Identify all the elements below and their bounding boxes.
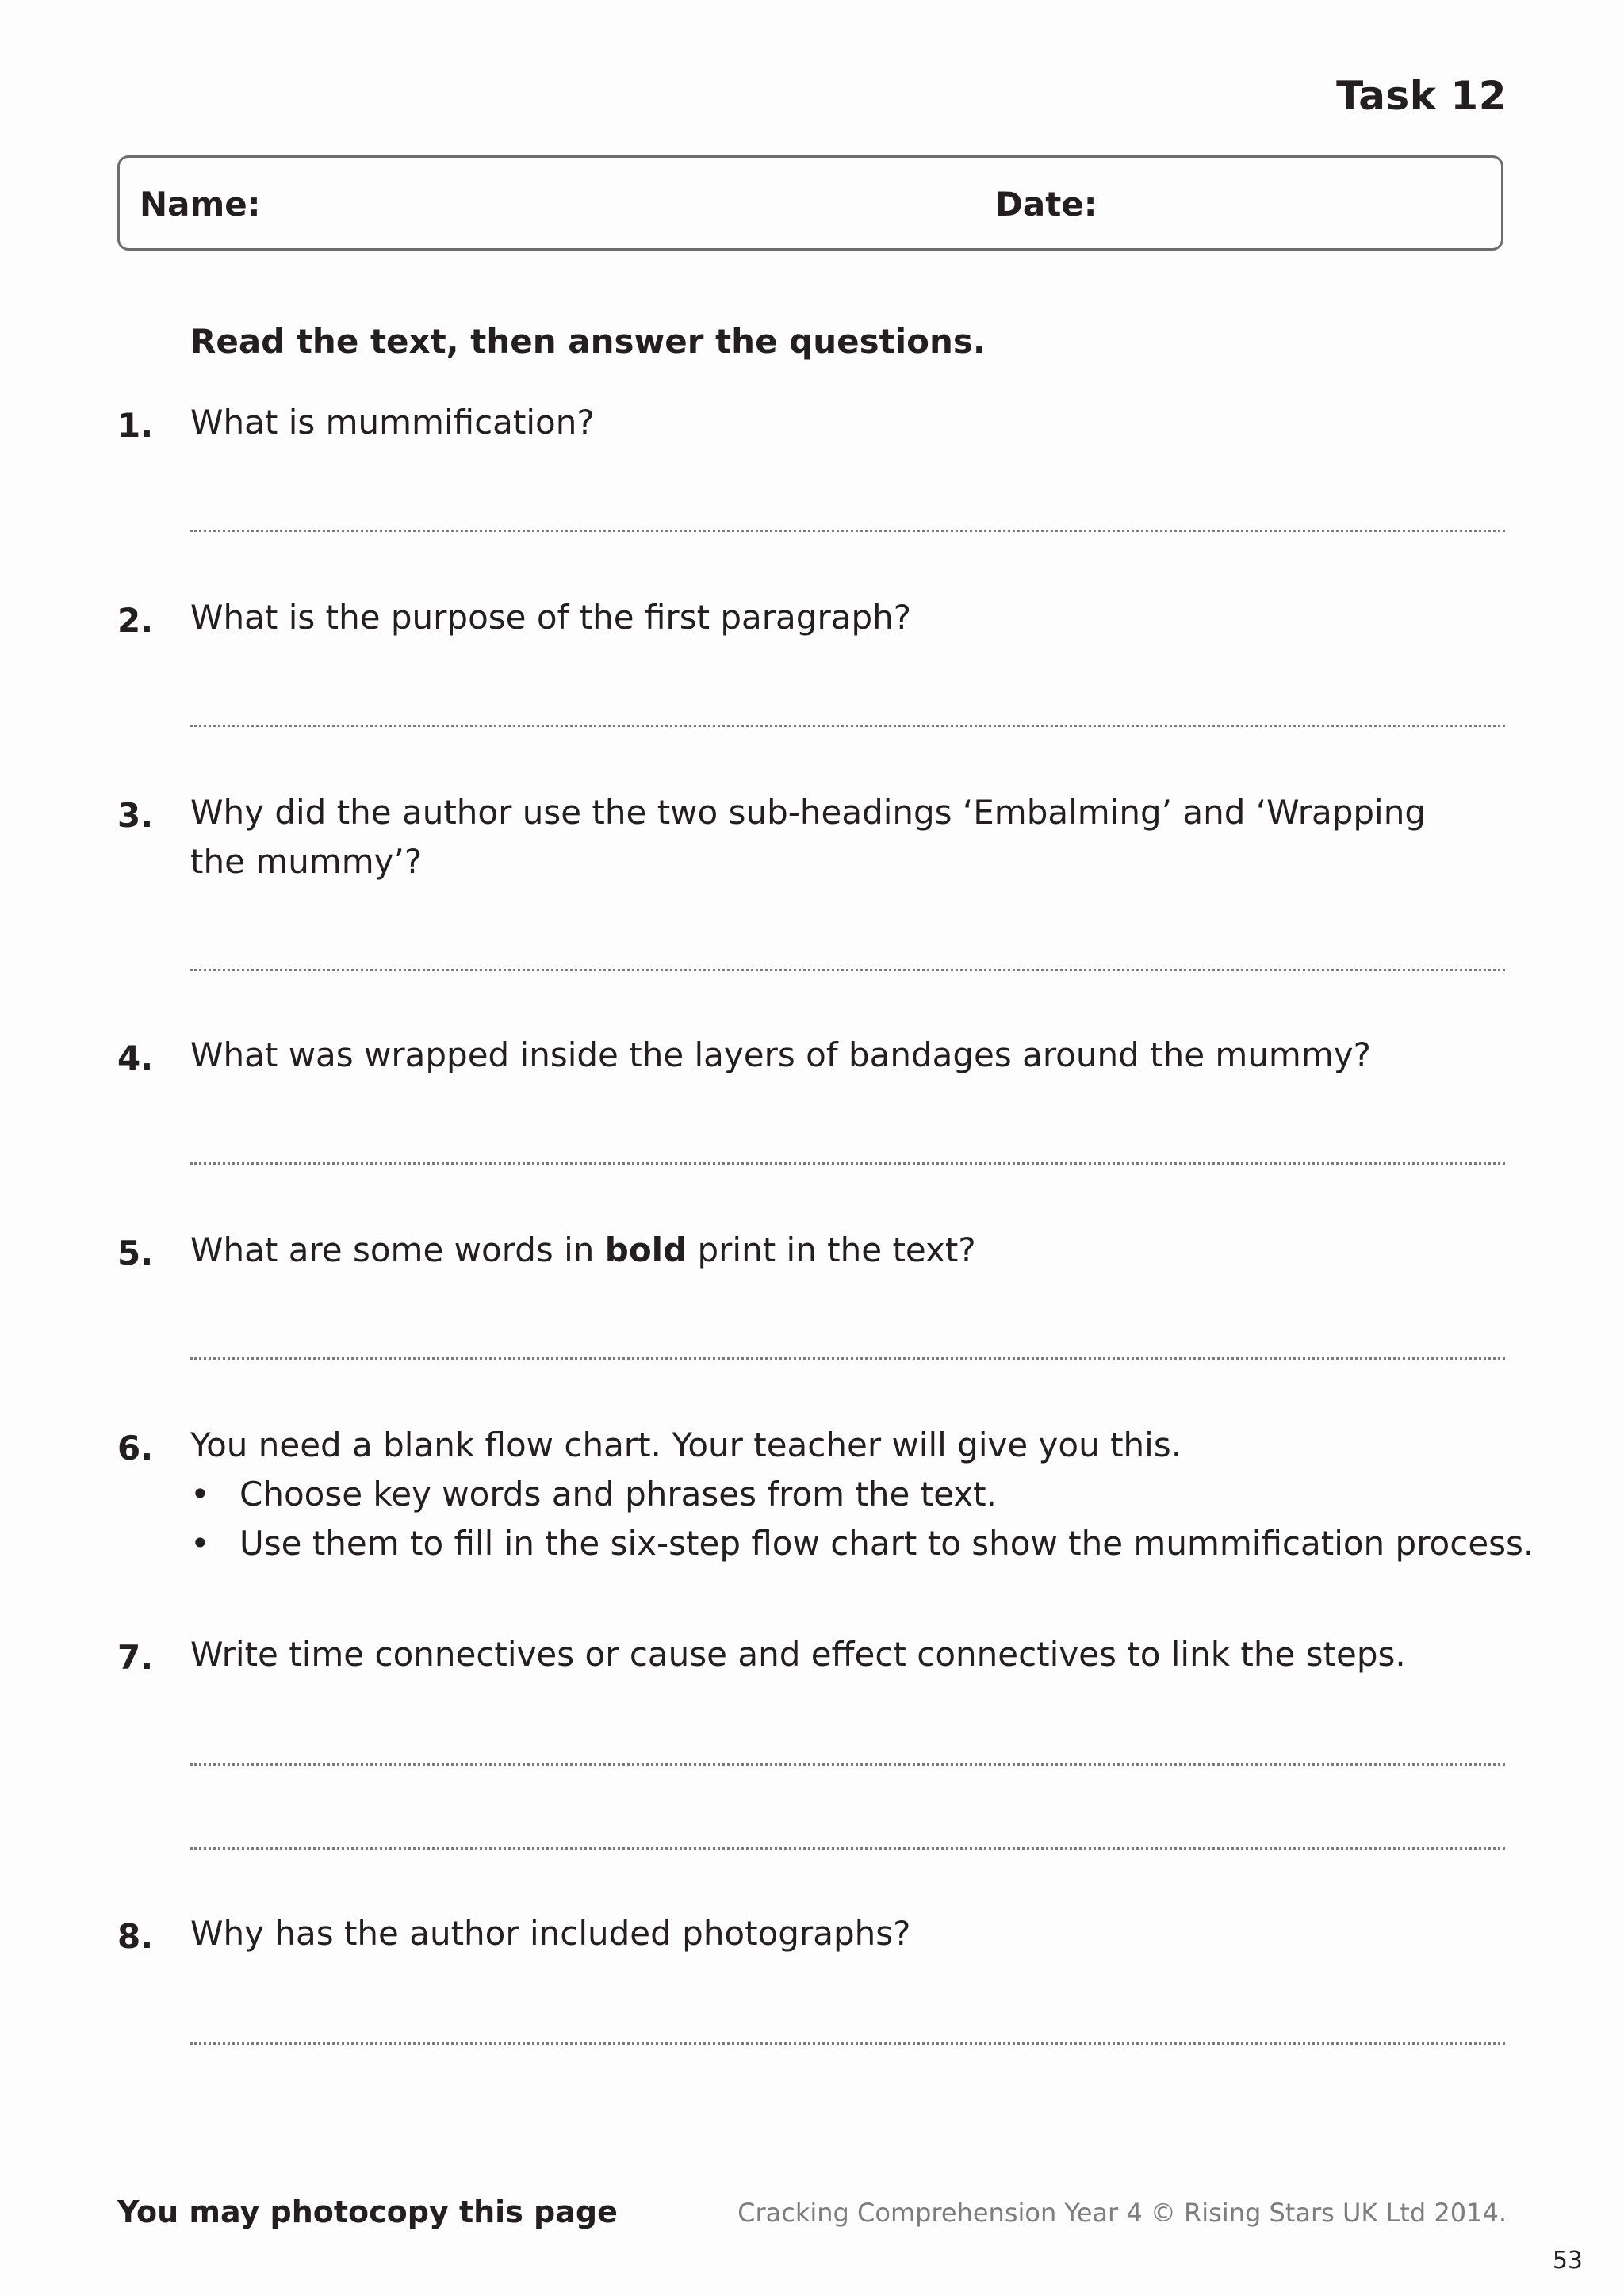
answer-line (190, 1162, 1505, 1165)
question-text: Why has the author included photographs? (190, 1914, 911, 1953)
question-number: 7. (117, 1638, 154, 1677)
answer-line (190, 1357, 1505, 1360)
answer-line (190, 530, 1505, 532)
bullet-item (190, 1470, 1538, 1519)
question-text: What is mummification? (190, 403, 595, 442)
question-number: 6. (117, 1429, 154, 1468)
question-number: 2. (117, 601, 154, 640)
bullet-text: Choose key words and phrases from the text. (239, 1475, 997, 1513)
answer-line (190, 725, 1505, 727)
answer-line (190, 969, 1505, 971)
question-number: 3. (117, 796, 154, 835)
question-number: 5. (117, 1234, 154, 1272)
answer-line (190, 2042, 1505, 2045)
question-number: 8. (117, 1917, 154, 1956)
question-text: What was wrapped inside the layers of bandages around the mummy? (190, 1035, 1371, 1074)
name-date-box (117, 155, 1503, 251)
question-text-line-2: the mummy’? (190, 842, 423, 881)
question-text-part: What are some words in (190, 1230, 605, 1269)
bullet-icon: • (190, 1475, 210, 1513)
name-label: Name: (140, 185, 261, 224)
bullet-text: Use them to fill in the six-step flow chart to show the mummification process. (239, 1524, 1534, 1563)
question-number: 1. (117, 406, 154, 445)
question-text (190, 788, 1491, 886)
task-title: Task 12 (1336, 73, 1507, 119)
bullet-icon: • (190, 1524, 210, 1563)
instructions: Read the text, then answer the questions. (190, 322, 986, 361)
question-text-line-1: Why did the author use the two sub-headings ‘Embalming’ and ‘Wrapping (190, 793, 1426, 832)
question-number: 4. (117, 1039, 154, 1077)
question-text (190, 1226, 1491, 1275)
question-text: Write time connectives or cause and effect connectives to link the steps. (190, 1635, 1406, 1674)
date-label: Date: (995, 185, 1097, 224)
question-text: You need a blank flow chart. Your teacher will give you this. (190, 1425, 1182, 1464)
question-text-part: print in the text? (687, 1230, 976, 1269)
photocopy-notice: You may photocopy this page (117, 2195, 618, 2229)
copyright-notice: Cracking Comprehension Year 4 © Rising Stars UK Ltd 2014. (737, 2198, 1507, 2228)
bullet-list (190, 1470, 1538, 1568)
page-number: 53 (1552, 2247, 1583, 2275)
question-text: What is the purpose of the first paragraph? (190, 598, 912, 637)
answer-line (190, 1847, 1505, 1850)
answer-line (190, 1763, 1505, 1766)
bullet-item (190, 1519, 1538, 1568)
bold-word: bold (604, 1230, 688, 1269)
